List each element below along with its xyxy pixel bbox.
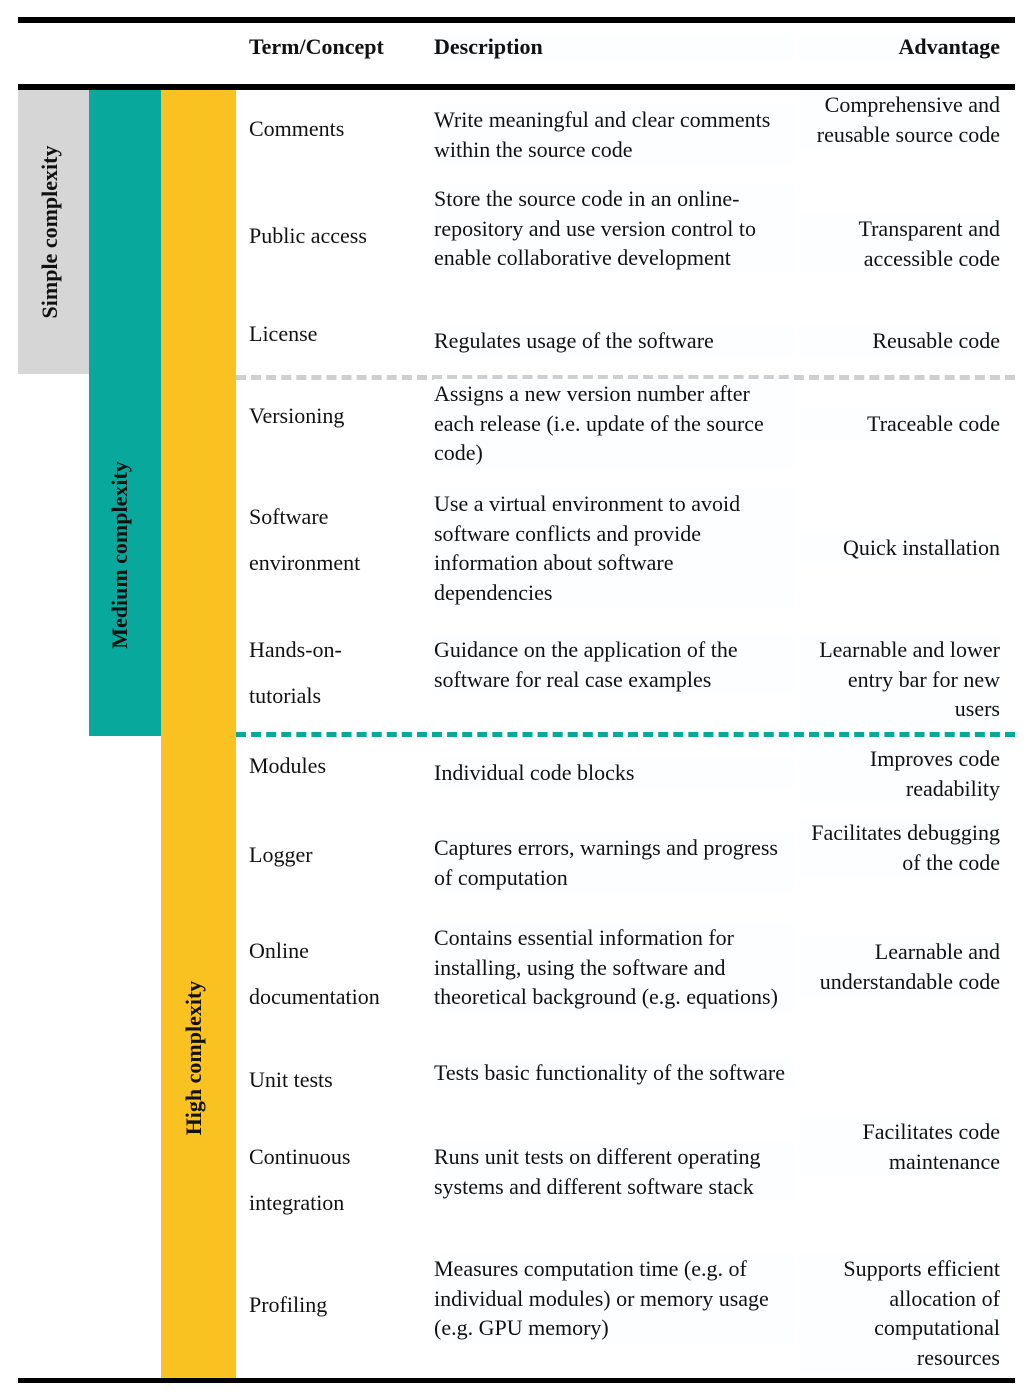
advantage-cell: Reusable code [800,326,1000,356]
description-cell: Use a virtual environment to avoid software conflicts and provide information about software dependencies [434,489,794,607]
term-cell: Versioning [249,403,345,428]
advantage-cell: Traceable code [800,409,1000,439]
term-cell: Comments [249,116,345,141]
term-line-2: documentation [249,983,380,1009]
header-term: Term/Concept [249,34,384,59]
term-cell: Logger [249,842,313,867]
description-cell: Measures computation time (e.g. of individual modules) or memory usage (e.g. GPU memory) [434,1254,794,1343]
advantage-cell: Learnable and understandable code [800,937,1000,996]
advantage-cell: Quick installation [800,533,1000,563]
term-cell [249,635,424,710]
term-line-1: Software [249,504,329,529]
advantage-cell: Facilitates debugging of the code [800,818,1000,877]
term-line-1: Continuous [249,1144,351,1169]
term-cell: Modules [249,753,326,778]
header-description: Description [434,34,794,60]
label-high-complexity: High complexity [181,980,206,1136]
term-cell [249,502,424,577]
term-line-2: integration [249,1189,345,1215]
label-simple-complexity: Simple complexity [37,145,62,319]
header-advantage: Advantage [800,34,1000,60]
table-bottom-rule [18,1378,1015,1383]
advantage-cell: Supports efficient allocation of computational resources [800,1254,1000,1372]
description-cell: Contains essential information for installing, using the software and theoretical background (e.g. equations) [434,923,794,1012]
term-line-1: Hands-on- [249,637,342,662]
description-cell: Write meaningful and clear comments within the source code [434,105,794,164]
term-line-2: tutorials [249,682,322,708]
term-cell [249,1142,424,1217]
description-cell: Regulates usage of the software [434,326,794,356]
term-cell: Unit tests [249,1067,333,1092]
advantage-cell: Improves code readability [800,744,1000,803]
term-cell: Public access [249,223,367,248]
term-line-1: Online [249,938,309,963]
description-cell: Guidance on the application of the software for real case examples [434,635,794,694]
advantage-cell: Transparent and accessible code [800,214,1000,273]
term-cell [249,936,424,1011]
term-cell: Profiling [249,1292,328,1317]
term-line-2: environment [249,549,361,575]
description-cell: Captures errors, warnings and progress of computation [434,833,794,892]
description-cell: Runs unit tests on different operating systems and different software stack [434,1142,794,1201]
advantage-cell: Facilitates code maintenance [800,1117,1000,1176]
advantage-cell: Learnable and lower entry bar for new users [800,635,1000,724]
label-medium-complexity: Medium complexity [107,461,132,649]
description-cell: Store the source code in an online- repository and use version control to enable collaborative development [434,184,794,273]
advantage-cell: Comprehensive and reusable source code [800,90,1000,149]
table-top-rule [18,17,1015,23]
band-high-complexity [161,90,236,1378]
description-cell: Assigns a new version number after each release (i.e. update of the source code) [434,379,794,468]
term-cell: License [249,321,318,346]
description-cell: Individual code blocks [434,758,794,788]
description-cell: Tests basic functionality of the software [434,1058,794,1088]
divider-medium-high [236,732,1015,737]
